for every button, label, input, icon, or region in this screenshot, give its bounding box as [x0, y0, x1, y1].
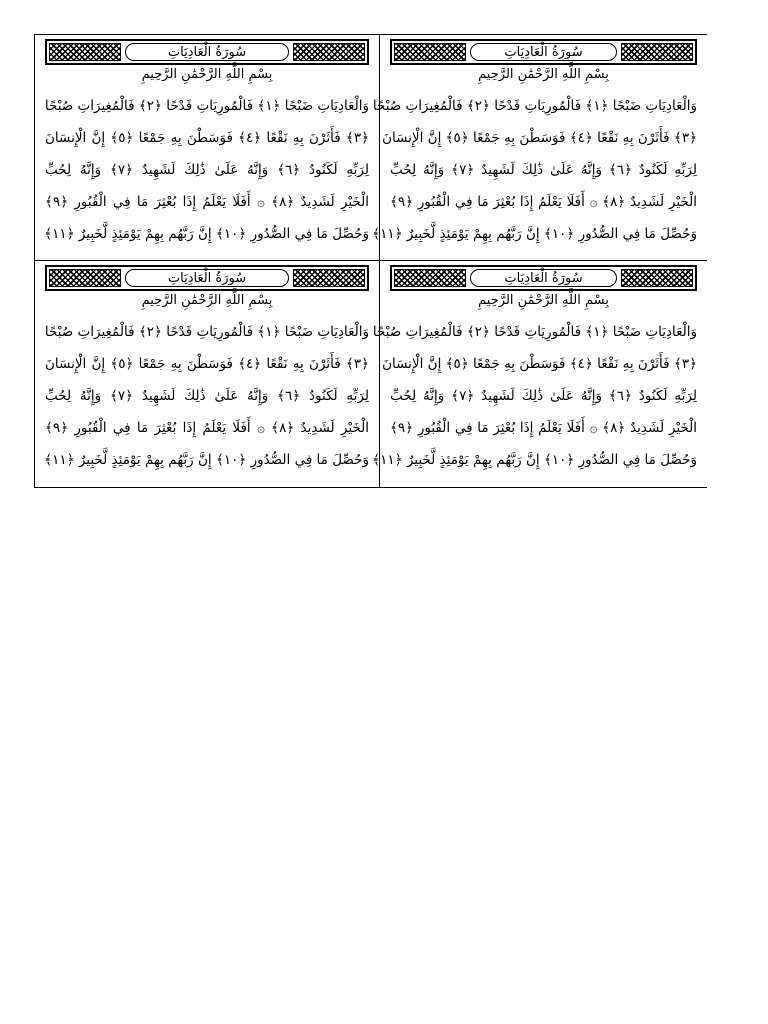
verse-line: وَحُصِّلَ مَا فِي الصُّدُورِ ﴿١٠﴾ إِنَّ رَبَّهُم بِهِمْ يَوْمَئِذٍ لَّخَبِيرٌ ﴿١١﴾: [44, 452, 369, 468]
verse-line: ﴿٣﴾ فَأَثَرْنَ بِهِ نَقْعًا ﴿٤﴾ فَوَسَطْنَ بِهِ جَمْعًا ﴿٥﴾ إِنَّ الْإِنسَانَ: [382, 356, 697, 372]
ornament-right-icon: [293, 269, 365, 287]
surah-title: سُورَةُ الْعَادِيَاتِ: [504, 270, 583, 286]
verse-line: وَالْعَادِيَاتِ ضَبْحًا ﴿١﴾ فَالْمُورِيَاتِ قَدْحًا ﴿٢﴾ فَالْمُغِيرَاتِ صُبْحًا: [372, 324, 697, 340]
surah-title-frame: [45, 265, 369, 291]
verse-line: وَحُصِّلَ مَا فِي الصُّدُورِ ﴿١٠﴾ إِنَّ رَبَّهُم بِهِمْ يَوْمَئِذٍ لَّخَبِيرٌ ﴿١١﴾: [44, 226, 369, 242]
verse-line: ﴿٣﴾ فَأَثَرْنَ بِهِ نَقْعًا ﴿٤﴾ فَوَسَطْنَ بِهِ جَمْعًا ﴿٥﴾ إِنَّ الْإِنسَانَ: [45, 356, 369, 372]
ornament-left-icon: [49, 43, 121, 61]
ornament-left-icon: [394, 43, 466, 61]
basmala: بِسْمِ اللَّهِ الرَّحْمَٰنِ الرَّحِيمِ: [141, 293, 273, 308]
surah-title: سُورَةُ الْعَادِيَاتِ: [504, 44, 583, 60]
ornament-right-icon: [621, 43, 693, 61]
verse-line: الْخَيْرِ لَشَدِيدٌ ﴿٨﴾ ۞ أَفَلَا يَعْلَمُ إِذَا بُعْثِرَ مَا فِي الْقُبُورِ ﴿٩﴾: [45, 420, 369, 436]
title-cartouche: [470, 43, 617, 61]
verse-line: وَالْعَادِيَاتِ ضَبْحًا ﴿١﴾ فَالْمُورِيَاتِ قَدْحًا ﴿٢﴾ فَالْمُغِيرَاتِ صُبْحًا: [44, 324, 369, 340]
verse-line: الْخَيْرِ لَشَدِيدٌ ﴿٨﴾ ۞ أَفَلَا يَعْلَمُ إِذَا بُعْثِرَ مَا فِي الْقُبُورِ ﴿٩﴾: [390, 420, 697, 436]
verse-line: لِرَبِّهِ لَكَنُودٌ ﴿٦﴾ وَإِنَّهُ عَلَىٰ ذَٰلِكَ لَشَهِيدٌ ﴿٧﴾ وَإِنَّهُ لِحُبِّ: [45, 162, 369, 178]
title-cartouche: [125, 43, 289, 61]
title-cartouche: [125, 269, 289, 287]
title-cartouche: [470, 269, 617, 287]
verse-line: ﴿٣﴾ فَأَثَرْنَ بِهِ نَقْعًا ﴿٤﴾ فَوَسَطْنَ بِهِ جَمْعًا ﴿٥﴾ إِنَّ الْإِنسَانَ: [45, 130, 369, 146]
verse-line: الْخَيْرِ لَشَدِيدٌ ﴿٨﴾ ۞ أَفَلَا يَعْلَمُ إِذَا بُعْثِرَ مَا فِي الْقُبُورِ ﴿٩﴾: [390, 194, 697, 210]
surah-card-bottom-left: [35, 261, 379, 487]
basmala: بِسْمِ اللَّهِ الرَّحْمَٰنِ الرَّحِيمِ: [141, 67, 273, 82]
verse-line: لِرَبِّهِ لَكَنُودٌ ﴿٦﴾ وَإِنَّهُ عَلَىٰ ذَٰلِكَ لَشَهِيدٌ ﴿٧﴾ وَإِنَّهُ لِحُبِّ: [390, 162, 697, 178]
ornament-right-icon: [621, 269, 693, 287]
surah-title: سُورَةُ الْعَادِيَاتِ: [167, 44, 247, 60]
verse-line: لِرَبِّهِ لَكَنُودٌ ﴿٦﴾ وَإِنَّهُ عَلَىٰ ذَٰلِكَ لَشَهِيدٌ ﴿٧﴾ وَإِنَّهُ لِحُبِّ: [45, 388, 369, 404]
verse-line: وَحُصِّلَ مَا فِي الصُّدُورِ ﴿١٠﴾ إِنَّ رَبَّهُم بِهِمْ يَوْمَئِذٍ لَّخَبِيرٌ ﴿١١﴾: [372, 226, 697, 242]
surah-title: سُورَةُ الْعَادِيَاتِ: [167, 270, 247, 286]
verse-line: وَالْعَادِيَاتِ ضَبْحًا ﴿١﴾ فَالْمُورِيَاتِ قَدْحًا ﴿٢﴾ فَالْمُغِيرَاتِ صُبْحًا: [44, 98, 369, 114]
surah-title-frame: [390, 265, 697, 291]
sheet-bottom-border: [34, 487, 707, 488]
ornament-right-icon: [293, 43, 365, 61]
ornament-left-icon: [49, 269, 121, 287]
verse-line: وَالْعَادِيَاتِ ضَبْحًا ﴿١﴾ فَالْمُورِيَاتِ قَدْحًا ﴿٢﴾ فَالْمُغِيرَاتِ صُبْحًا: [372, 98, 697, 114]
verse-line: الْخَيْرِ لَشَدِيدٌ ﴿٨﴾ ۞ أَفَلَا يَعْلَمُ إِذَا بُعْثِرَ مَا فِي الْقُبُورِ ﴿٩﴾: [45, 194, 369, 210]
verse-line: لِرَبِّهِ لَكَنُودٌ ﴿٦﴾ وَإِنَّهُ عَلَىٰ ذَٰلِكَ لَشَهِيدٌ ﴿٧﴾ وَإِنَّهُ لِحُبِّ: [390, 388, 697, 404]
verse-line: وَحُصِّلَ مَا فِي الصُّدُورِ ﴿١٠﴾ إِنَّ رَبَّهُم بِهِمْ يَوْمَئِذٍ لَّخَبِيرٌ ﴿١١﴾: [372, 452, 697, 468]
basmala: بِسْمِ اللَّهِ الرَّحْمَٰنِ الرَّحِيمِ: [478, 67, 609, 82]
surah-title-frame: [45, 39, 369, 65]
surah-card-bottom-right: [372, 261, 707, 487]
surah-card-top-right: [372, 35, 707, 260]
ornament-left-icon: [394, 269, 466, 287]
surah-card-top-left: [35, 35, 379, 260]
surah-title-frame: [390, 39, 697, 65]
verse-line: ﴿٣﴾ فَأَثَرْنَ بِهِ نَقْعًا ﴿٤﴾ فَوَسَطْنَ بِهِ جَمْعًا ﴿٥﴾ إِنَّ الْإِنسَانَ: [382, 130, 697, 146]
basmala: بِسْمِ اللَّهِ الرَّحْمَٰنِ الرَّحِيمِ: [478, 293, 609, 308]
